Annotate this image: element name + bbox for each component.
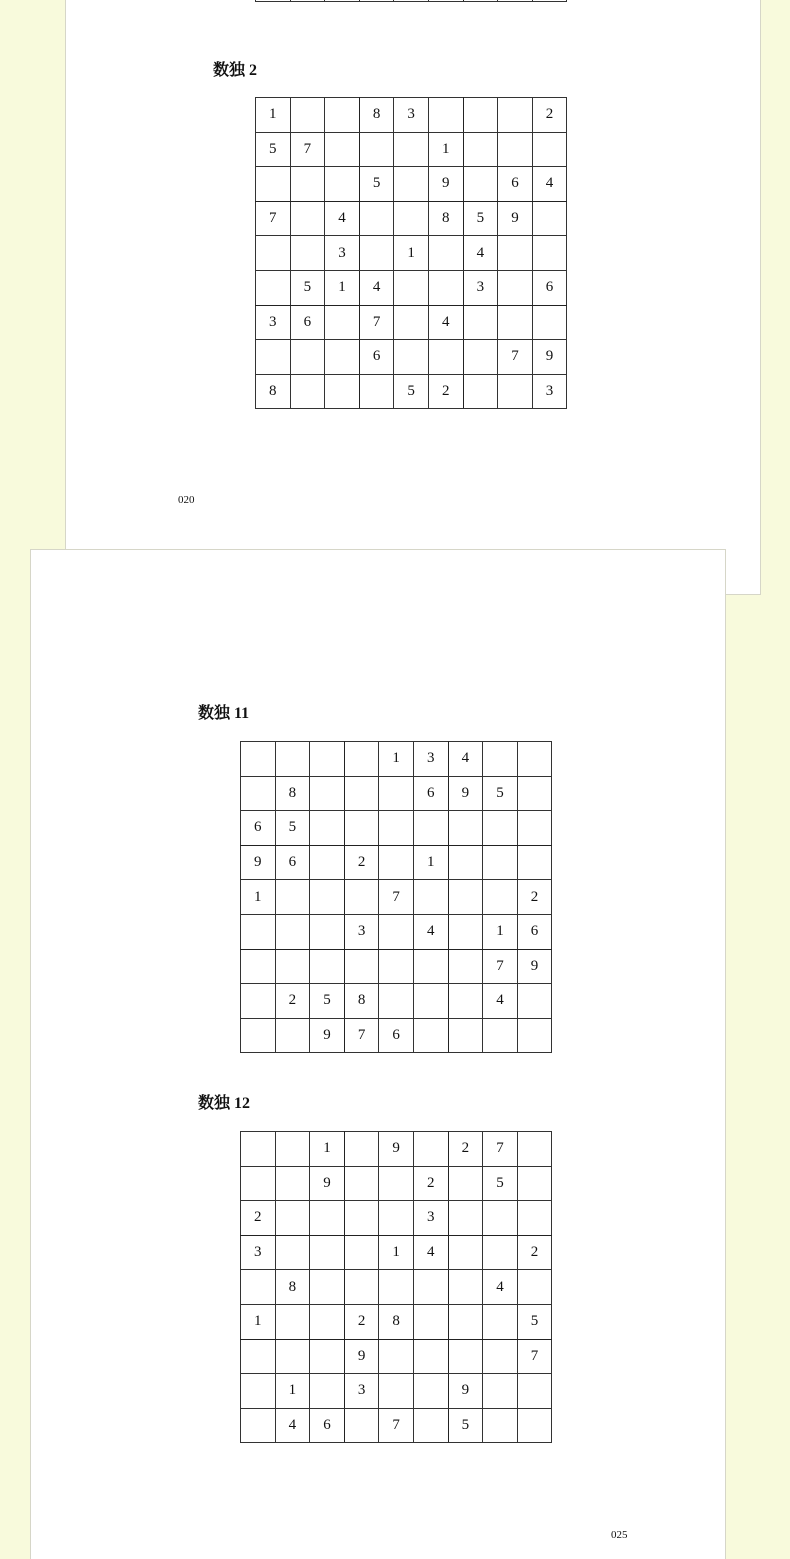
sudoku-row (241, 1270, 552, 1305)
sudoku-cell (517, 1270, 552, 1305)
sudoku-cell (275, 1339, 310, 1374)
sudoku-cell (483, 811, 518, 846)
sudoku-row (256, 132, 567, 167)
sudoku-cell (448, 1018, 483, 1053)
sudoku-cell (463, 305, 498, 340)
sudoku-cell (498, 270, 533, 305)
sudoku-cell (379, 811, 414, 846)
sudoku-cell: 1 (256, 98, 291, 133)
sudoku-cell: 2 (428, 374, 463, 409)
sudoku-cell: 1 (325, 270, 360, 305)
sudoku-cell (413, 811, 448, 846)
sudoku-cell: 2 (413, 1166, 448, 1201)
sudoku-cell (344, 1166, 379, 1201)
sudoku-cell (310, 776, 345, 811)
sudoku-cell (379, 1201, 414, 1236)
sudoku-cell (448, 1270, 483, 1305)
sudoku-cell (394, 201, 429, 236)
sudoku-cell (290, 236, 325, 271)
sudoku-cell (413, 880, 448, 915)
sudoku-cell (498, 0, 533, 1)
sudoku-cell: 1 (379, 742, 414, 777)
sudoku-cell (448, 1235, 483, 1270)
sudoku-cell: 5 (483, 1166, 518, 1201)
sudoku-cell (275, 1201, 310, 1236)
sudoku-cell: 4 (413, 1235, 448, 1270)
sudoku-cell (275, 880, 310, 915)
sudoku-cell (290, 167, 325, 202)
sudoku-cell: 5 (394, 374, 429, 409)
page-number: 020 (178, 494, 195, 506)
sudoku-cell (344, 1270, 379, 1305)
sudoku-cell: 9 (310, 1018, 345, 1053)
sudoku-cell (413, 1132, 448, 1167)
sudoku-cell: 2 (517, 1235, 552, 1270)
sudoku-cell (344, 742, 379, 777)
sudoku-cell (275, 1304, 310, 1339)
sudoku-cell (428, 340, 463, 375)
sudoku-row (241, 1339, 552, 1374)
sudoku-cell (532, 132, 567, 167)
sudoku-cell: 6 (310, 1408, 345, 1443)
sudoku-cell (517, 845, 552, 880)
sudoku-row (241, 1166, 552, 1201)
sudoku-cell (310, 1374, 345, 1409)
sudoku-row (256, 340, 567, 375)
sudoku-row (256, 167, 567, 202)
sudoku-cell (310, 1201, 345, 1236)
sudoku-cell: 1 (310, 1132, 345, 1167)
sudoku-cell: 9 (428, 167, 463, 202)
sudoku-cell (463, 374, 498, 409)
sudoku-cell (344, 1201, 379, 1236)
sudoku-grid (240, 1131, 552, 1443)
sudoku-cell: 2 (344, 845, 379, 880)
sudoku-cell: 7 (256, 201, 291, 236)
sudoku-cell (532, 236, 567, 271)
sudoku-cell: 3 (394, 98, 429, 133)
sudoku-row (241, 984, 552, 1019)
document-page-020 (65, 0, 761, 595)
sudoku-cell: 8 (275, 1270, 310, 1305)
sudoku-cell (483, 1339, 518, 1374)
sudoku-cell (448, 1201, 483, 1236)
sudoku-cell: 6 (532, 270, 567, 305)
sudoku-cell (394, 167, 429, 202)
sudoku-cell (241, 1166, 276, 1201)
sudoku-cell: 5 (275, 811, 310, 846)
sudoku-cell (483, 1408, 518, 1443)
sudoku-cell (483, 845, 518, 880)
sudoku-cell (379, 1339, 414, 1374)
sudoku-cell: 1 (275, 1374, 310, 1409)
sudoku-cell (413, 1408, 448, 1443)
sudoku-cell (448, 1339, 483, 1374)
sudoku-row (256, 305, 567, 340)
sudoku-cell: 1 (428, 132, 463, 167)
sudoku-cell (310, 742, 345, 777)
sudoku-cell: 1 (413, 845, 448, 880)
sudoku-cell (256, 340, 291, 375)
puzzle-title: 数独 11 (198, 705, 250, 722)
puzzle-title: 数独 12 (198, 1095, 251, 1112)
sudoku-cell: 9 (241, 845, 276, 880)
sudoku-cell (532, 0, 567, 1)
sudoku-grid-partial (255, 0, 567, 2)
sudoku-cell: 6 (413, 776, 448, 811)
sudoku-cell (413, 1339, 448, 1374)
sudoku-cell: 4 (483, 984, 518, 1019)
sudoku-row (241, 742, 552, 777)
sudoku-cell (517, 1408, 552, 1443)
sudoku-cell (498, 98, 533, 133)
sudoku-row (256, 98, 567, 133)
sudoku-cell (413, 1018, 448, 1053)
sudoku-cell (517, 1374, 552, 1409)
sudoku-cell (275, 1132, 310, 1167)
sudoku-cell: 7 (379, 1408, 414, 1443)
sudoku-cell (428, 98, 463, 133)
sudoku-cell (448, 1304, 483, 1339)
sudoku-row (256, 374, 567, 409)
sudoku-cell: 7 (498, 340, 533, 375)
sudoku-cell (241, 1374, 276, 1409)
sudoku-row (241, 776, 552, 811)
sudoku-cell: 3 (344, 914, 379, 949)
sudoku-cell (310, 1270, 345, 1305)
sudoku-cell (325, 98, 360, 133)
sudoku-row (256, 236, 567, 271)
sudoku-cell (498, 132, 533, 167)
sudoku-cell (344, 880, 379, 915)
sudoku-cell (359, 0, 394, 1)
sudoku-cell: 9 (448, 776, 483, 811)
sudoku-cell (241, 742, 276, 777)
sudoku-cell (394, 305, 429, 340)
sudoku-cell (379, 845, 414, 880)
sudoku-row (241, 949, 552, 984)
sudoku-cell (517, 776, 552, 811)
sudoku-row (241, 1408, 552, 1443)
sudoku-cell (325, 167, 360, 202)
sudoku-cell (290, 340, 325, 375)
sudoku-row (241, 1018, 552, 1053)
sudoku-cell (498, 374, 533, 409)
sudoku-cell (448, 811, 483, 846)
sudoku-cell (517, 1201, 552, 1236)
sudoku-grid (255, 97, 567, 409)
sudoku-cell (413, 1374, 448, 1409)
sudoku-cell (379, 949, 414, 984)
sudoku-cell (463, 0, 498, 1)
sudoku-cell (310, 1235, 345, 1270)
sudoku-row (241, 914, 552, 949)
sudoku-cell: 8 (344, 984, 379, 1019)
sudoku-cell (359, 236, 394, 271)
sudoku-cell: 1 (483, 914, 518, 949)
sudoku-cell (256, 167, 291, 202)
sudoku-cell (483, 1235, 518, 1270)
sudoku-cell (275, 1166, 310, 1201)
sudoku-cell: 3 (241, 1235, 276, 1270)
sudoku-cell (532, 305, 567, 340)
sudoku-cell: 8 (428, 201, 463, 236)
sudoku-cell (483, 1304, 518, 1339)
sudoku-cell (394, 132, 429, 167)
sudoku-cell (483, 1374, 518, 1409)
sudoku-cell (498, 305, 533, 340)
sudoku-cell (394, 0, 429, 1)
sudoku-cell (290, 374, 325, 409)
sudoku-cell: 9 (448, 1374, 483, 1409)
sudoku-cell (379, 1166, 414, 1201)
sudoku-cell: 6 (275, 845, 310, 880)
sudoku-cell (241, 1270, 276, 1305)
sudoku-cell: 4 (428, 305, 463, 340)
sudoku-cell (394, 270, 429, 305)
sudoku-cell (325, 0, 360, 1)
sudoku-cell (275, 914, 310, 949)
sudoku-cell: 4 (448, 742, 483, 777)
sudoku-cell: 8 (359, 98, 394, 133)
sudoku-cell: 5 (463, 201, 498, 236)
sudoku-cell: 4 (483, 1270, 518, 1305)
sudoku-cell (344, 776, 379, 811)
sudoku-cell (448, 845, 483, 880)
sudoku-cell: 9 (532, 340, 567, 375)
sudoku-cell (344, 949, 379, 984)
sudoku-cell (241, 1132, 276, 1167)
sudoku-cell (325, 305, 360, 340)
sudoku-cell (483, 742, 518, 777)
sudoku-cell (448, 880, 483, 915)
sudoku-cell (310, 1304, 345, 1339)
sudoku-cell (344, 1408, 379, 1443)
sudoku-cell (448, 984, 483, 1019)
sudoku-row (241, 1132, 552, 1167)
sudoku-row (241, 1201, 552, 1236)
sudoku-cell: 9 (517, 949, 552, 984)
sudoku-cell: 7 (290, 132, 325, 167)
sudoku-cell (413, 1304, 448, 1339)
sudoku-cell (413, 949, 448, 984)
sudoku-cell: 6 (379, 1018, 414, 1053)
sudoku-cell: 8 (275, 776, 310, 811)
sudoku-cell (517, 1018, 552, 1053)
sudoku-cell (241, 949, 276, 984)
sudoku-cell (498, 236, 533, 271)
sudoku-row (241, 1235, 552, 1270)
sudoku-cell: 3 (532, 374, 567, 409)
sudoku-cell (379, 1270, 414, 1305)
sudoku-cell (428, 236, 463, 271)
sudoku-row (256, 0, 567, 1)
sudoku-cell: 9 (379, 1132, 414, 1167)
sudoku-cell (256, 236, 291, 271)
sudoku-cell: 6 (359, 340, 394, 375)
sudoku-cell: 1 (241, 1304, 276, 1339)
sudoku-cell (517, 1132, 552, 1167)
sudoku-cell (275, 1018, 310, 1053)
sudoku-cell (325, 132, 360, 167)
sudoku-cell (275, 949, 310, 984)
sudoku-cell (256, 0, 291, 1)
sudoku-cell (241, 1018, 276, 1053)
sudoku-cell (256, 270, 291, 305)
sudoku-cell (532, 201, 567, 236)
sudoku-cell: 2 (275, 984, 310, 1019)
sudoku-row (241, 811, 552, 846)
puzzle-title: 数独 2 (213, 62, 258, 79)
sudoku-cell (463, 98, 498, 133)
sudoku-cell (325, 374, 360, 409)
sudoku-cell: 5 (448, 1408, 483, 1443)
sudoku-cell: 4 (325, 201, 360, 236)
sudoku-cell (463, 167, 498, 202)
sudoku-cell: 4 (463, 236, 498, 271)
sudoku-cell (428, 270, 463, 305)
sudoku-cell: 1 (241, 880, 276, 915)
sudoku-cell (241, 914, 276, 949)
sudoku-cell: 6 (241, 811, 276, 846)
sudoku-cell: 9 (310, 1166, 345, 1201)
sudoku-cell (413, 984, 448, 1019)
sudoku-cell (241, 776, 276, 811)
sudoku-cell (517, 1166, 552, 1201)
sudoku-cell: 2 (532, 98, 567, 133)
sudoku-row (256, 270, 567, 305)
sudoku-cell: 8 (379, 1304, 414, 1339)
sudoku-cell (241, 1408, 276, 1443)
sudoku-cell: 2 (517, 880, 552, 915)
sudoku-cell (379, 1374, 414, 1409)
sudoku-cell (359, 374, 394, 409)
sudoku-cell: 9 (498, 201, 533, 236)
sudoku-cell: 5 (310, 984, 345, 1019)
sudoku-cell (448, 1166, 483, 1201)
sudoku-cell: 7 (483, 1132, 518, 1167)
sudoku-cell (241, 1339, 276, 1374)
sudoku-cell (448, 914, 483, 949)
sudoku-cell: 4 (413, 914, 448, 949)
sudoku-cell (379, 776, 414, 811)
sudoku-cell: 9 (344, 1339, 379, 1374)
sudoku-cell (463, 132, 498, 167)
sudoku-cell: 8 (256, 374, 291, 409)
sudoku-cell: 5 (256, 132, 291, 167)
sudoku-cell: 6 (290, 305, 325, 340)
sudoku-cell: 6 (498, 167, 533, 202)
sudoku-cell: 3 (413, 1201, 448, 1236)
sudoku-cell: 3 (256, 305, 291, 340)
sudoku-cell: 7 (517, 1339, 552, 1374)
sudoku-cell: 3 (325, 236, 360, 271)
sudoku-cell (428, 0, 463, 1)
sudoku-cell: 3 (463, 270, 498, 305)
sudoku-cell: 5 (517, 1304, 552, 1339)
sudoku-cell (379, 914, 414, 949)
document-page-025 (30, 549, 726, 1559)
sudoku-cell (275, 1235, 310, 1270)
sudoku-cell: 4 (275, 1408, 310, 1443)
sudoku-cell: 5 (290, 270, 325, 305)
page-number: 025 (611, 1529, 628, 1541)
sudoku-cell (290, 0, 325, 1)
sudoku-row (241, 845, 552, 880)
sudoku-cell (344, 1235, 379, 1270)
sudoku-cell (290, 201, 325, 236)
sudoku-cell: 3 (344, 1374, 379, 1409)
sudoku-cell (413, 1270, 448, 1305)
sudoku-cell: 7 (483, 949, 518, 984)
sudoku-cell (310, 880, 345, 915)
sudoku-cell (517, 742, 552, 777)
sudoku-cell: 5 (359, 167, 394, 202)
sudoku-cell (517, 984, 552, 1019)
sudoku-cell: 2 (448, 1132, 483, 1167)
sudoku-row (241, 1374, 552, 1409)
sudoku-cell: 7 (379, 880, 414, 915)
sudoku-cell: 1 (379, 1235, 414, 1270)
sudoku-cell: 6 (517, 914, 552, 949)
sudoku-cell (483, 1018, 518, 1053)
sudoku-cell (448, 949, 483, 984)
sudoku-grid (240, 741, 552, 1053)
sudoku-cell: 3 (413, 742, 448, 777)
sudoku-cell: 1 (394, 236, 429, 271)
sudoku-row (256, 201, 567, 236)
sudoku-cell (379, 984, 414, 1019)
sudoku-cell (310, 811, 345, 846)
sudoku-cell (517, 811, 552, 846)
sudoku-cell (290, 98, 325, 133)
sudoku-cell: 5 (483, 776, 518, 811)
sudoku-cell (241, 984, 276, 1019)
sudoku-cell (310, 1339, 345, 1374)
sudoku-cell (310, 845, 345, 880)
sudoku-cell (310, 949, 345, 984)
sudoku-cell (344, 811, 379, 846)
sudoku-cell (310, 914, 345, 949)
sudoku-cell (394, 340, 429, 375)
sudoku-cell (344, 1132, 379, 1167)
sudoku-cell: 4 (359, 270, 394, 305)
sudoku-cell (325, 340, 360, 375)
sudoku-cell (359, 132, 394, 167)
sudoku-cell: 7 (359, 305, 394, 340)
sudoku-cell: 2 (344, 1304, 379, 1339)
sudoku-cell: 7 (344, 1018, 379, 1053)
sudoku-cell (359, 201, 394, 236)
sudoku-cell (483, 880, 518, 915)
sudoku-row (241, 1304, 552, 1339)
sudoku-cell (275, 742, 310, 777)
sudoku-cell (463, 340, 498, 375)
sudoku-cell (483, 1201, 518, 1236)
sudoku-cell: 2 (241, 1201, 276, 1236)
sudoku-row (241, 880, 552, 915)
sudoku-cell: 4 (532, 167, 567, 202)
